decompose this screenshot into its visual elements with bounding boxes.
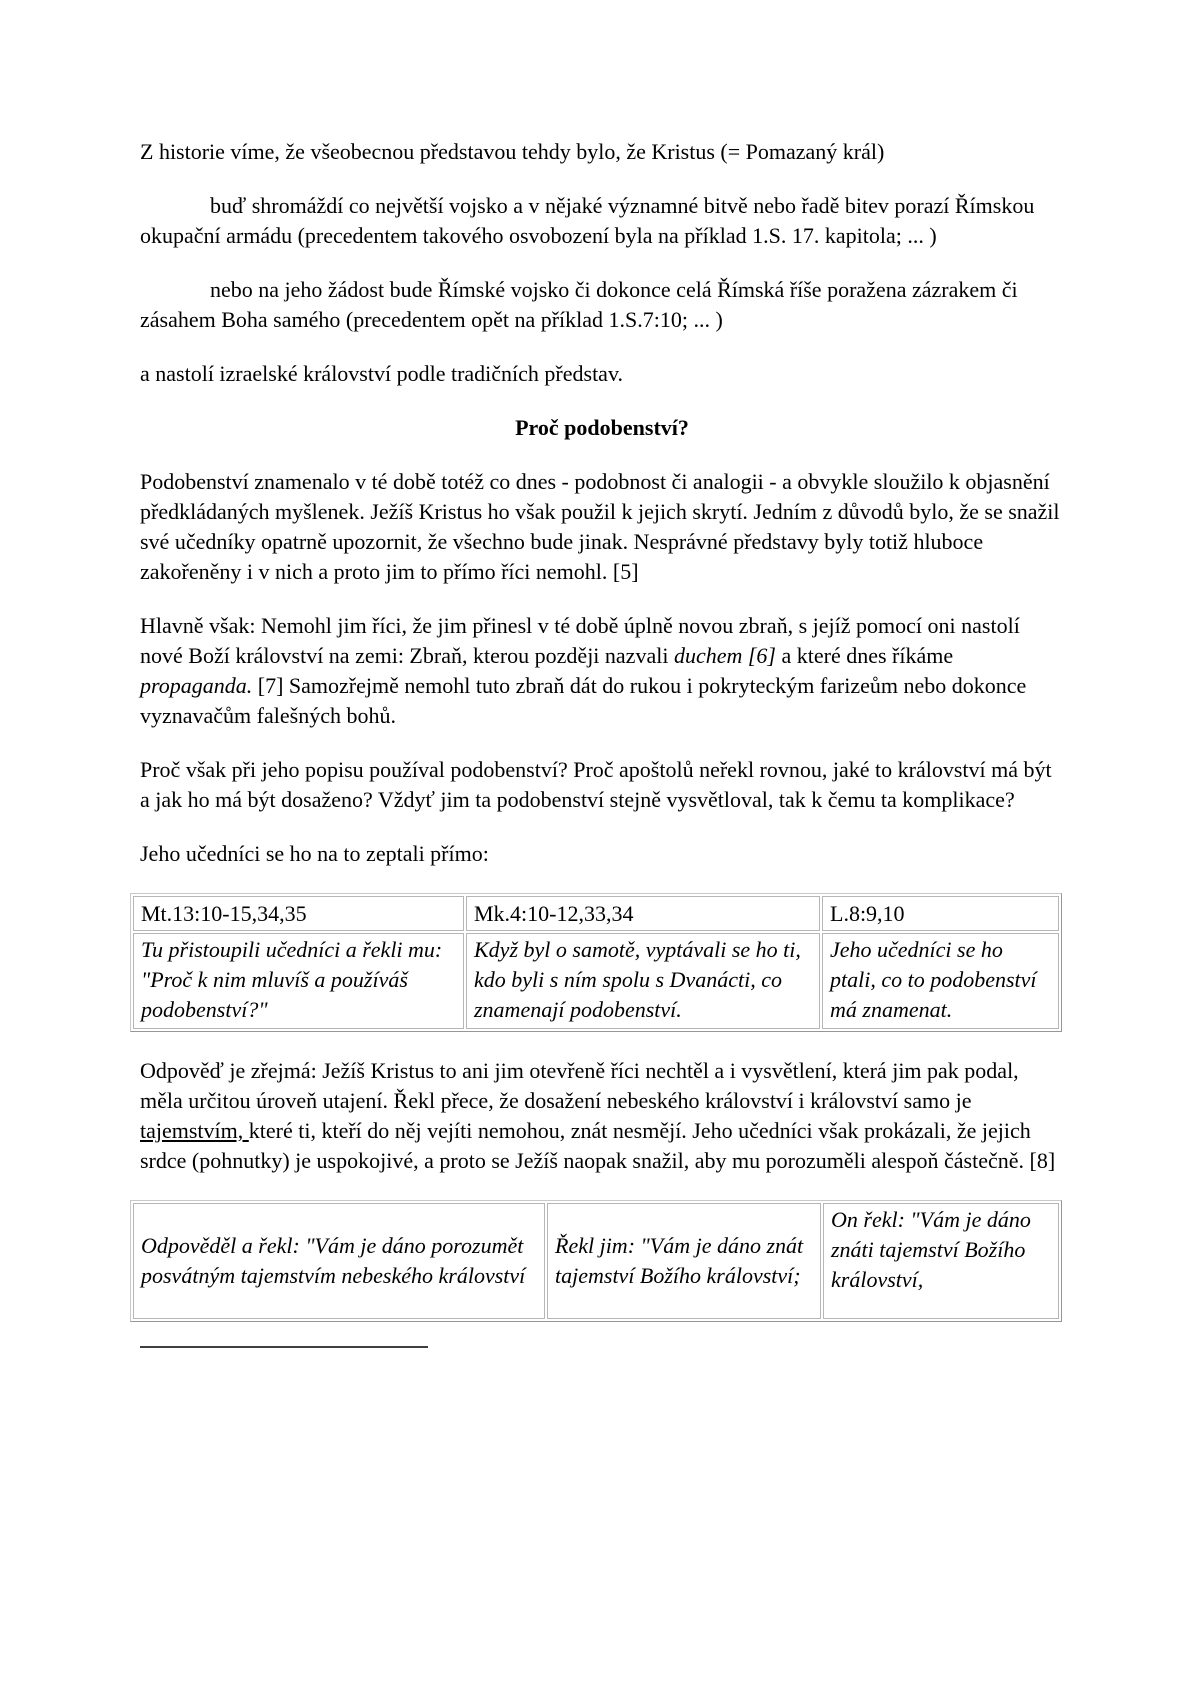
table-cell-mk-answer: Řekl jim: "Vám je dáno znát tajemství Božího království; <box>547 1203 821 1319</box>
paragraph-option-miracle: nebo na jeho žádost bude Římské vojsko či dokonce celá Římská říše poražena zázrakem či zásahem Boha samého (precedentem opět na příklad 1.S.7:10; ... ) <box>140 277 1018 332</box>
table-cell-l-answer: On řekl: "Vám je dáno znáti tajemství Božího království, <box>823 1203 1059 1319</box>
table-row <box>133 1203 1059 1319</box>
paragraph-option-army: buď shromáždí co největší vojsko a v nějaké významné bitvě nebo řadě bitev porazí Římskou okupační armádu (precedentem takového osvobození byla na příklad 1.S. 17. kapitola; ... ) <box>140 193 1035 248</box>
footnote-separator <box>140 1346 428 1348</box>
paragraph-intro: Z historie víme, že všeobecnou představou tehdy bylo, že Kristus (= Pomazaný král) <box>140 139 885 164</box>
paragraph-why-parables: Proč však při jeho popisu používal podobenství? Proč apoštolů neřekl rovnou, jaké to království má být a jak ho má být dosaženo? Vždyť jim ta podobenství stejně vysvětloval, tak k čemu ta komplikace? <box>140 757 1052 812</box>
table-cell-mk-text: Když byl o samotě, vyptávali se ho ti, kdo byli s ním spolu s Dvanácti, co znamenají podobenství. <box>466 933 820 1029</box>
table-header-cell-mt: Mt.13:10-15,34,35 <box>133 896 464 931</box>
table-header-cell-l: L.8:9,10 <box>822 896 1059 931</box>
paragraph-kingdom-restore: a nastolí izraelské království podle tradičních představ. <box>140 361 624 386</box>
table-cell-l-text: Jeho učedníci se ho ptali, co to podobenství má znamenat. <box>822 933 1059 1029</box>
scripture-table-answer <box>130 1200 1062 1322</box>
document-page <box>140 137 1064 1348</box>
section-heading: Proč podobenství? <box>515 415 689 440</box>
table-row <box>133 933 1059 1029</box>
paragraph-new-weapon: Hlavně však: Nemohl jim říci, že jim přinesl v té době úplně novou zbraň, s jejíž pomocí oni nastolí nové Boží království na zemi: Zbraň, kterou později nazvali duchem [6] a které dnes říkáme propaganda. [7] Samozřejmě nemohl tuto zbraň dát do rukou i pokryteckým farizeům nebo dokonce vyznavačům falešných bohů. <box>140 613 1027 728</box>
table-cell-mt-text: Tu přistoupili učedníci a řekli mu: "Proč k nim mluvíš a používáš podobenství?" <box>133 933 464 1029</box>
paragraph-answer-secret: Odpověď je zřejmá: Ježíš Kristus to ani jim otevřeně říci nechtěl a i vysvětlení, která jim pak podal, měla určitou úroveň utajení. Řekl přece, že dosažení nebeského království i království samo je tajemstvím, které ti, kteří do něj vejíti nemohou, znát nesmějí. Jeho učedníci však prokázali, že jejich srdce (pohnutky) je uspokojivé, a proto se Ježíš naopak snažil, aby mu porozuměli alespoň částečně. [8] <box>140 1058 1056 1173</box>
table-cell-mt-answer: Odpověděl a řekl: "Vám je dáno porozumět posvátným tajemstvím nebeského království <box>133 1203 545 1319</box>
paragraph-parable-meaning: Podobenství znamenalo v té době totéž co dnes - podobnost či analogii - a obvykle sloužilo k objasnění předkládaných myšlenek. Ježíš Kristus ho však použil k jejich skrytí. Jedním z důvodů bylo, že se snažil své učedníky opatrně upozornit, že všechno bude jinak. Nesprávné představy byly totiž hluboce zakořeněny i v nich a proto jim to přímo říci nemohl. [5] <box>140 469 1060 584</box>
table-row <box>133 896 1059 931</box>
table-header-cell-mk: Mk.4:10-12,33,34 <box>466 896 820 931</box>
paragraph-disciples-asked: Jeho učedníci se ho na to zeptali přímo: <box>140 841 489 866</box>
scripture-table-question <box>130 893 1062 1032</box>
